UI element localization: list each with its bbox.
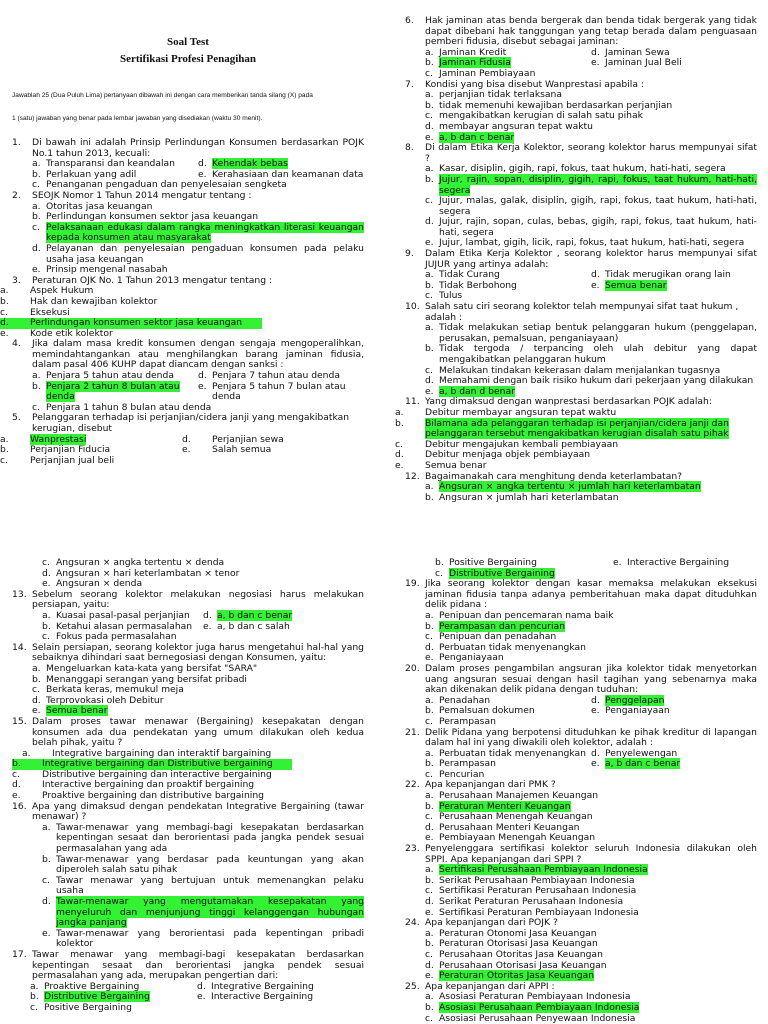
page-2-left-column: c. Angsuran × angka tertentu × denda d. Angsuran × hari keterlambatan × tenor e. Angsuran × denda 13. Sebelum seorang kolektor melakukan negosiasi harus melakukan persiapan, yaitu: a. Kuasai pasal-pasal perjanjian d. a, b dan c benar b. Ketahui alasan permasalahan e. a, b dan c salah c. Fokus pada permasalahan 14. Selain persiapan, seorang kolektor juga harus mengetahui hal-hal yang sebaiknya dihindari saat bernegosiasi dengan Konsumen, yaitu: a. Mengeluarkan kata-kata yang bersifat "SARA" b. Menanggapi serangan yang bersifat pribadi c. Berkata keras, memukul meja d. Terprovokasi oleh Debitur e. Semua benar 15. Dalam proses tawar menawar (Bergaining) kesepakatan dengan konsumen ada dua pendekatan yang umum dilakukan oleh kedua belah pihak, yaitu ? a. Integrative bargaining dan interaktif bargaining b. Integrative bergaining dan Distributive bergaining c. Distributive bergaining dan interactive bergaining d. Interactive bergaining dan proaktif bergaining e. Proaktive bergaining dan distributive bargaining 16. Apa yang dimaksud dengan pendekatan Integrative Bergaining (tawar menawar) ? a. Tawar-menawar yang membagi-bagi kesepakatan berdasarkan kepentingan sesaat dan berorientasi pada jangka pendek sesuai permasalahan yang ada b. Tawar-menawar yang berdasar pada keuntungan yang akan diperoleh salah satu pihak c. Tawar menawar yang bertujuan untuk memenangkan pelaku usaha d. Tawar-menawar yang mengutamakan kesepakatan yang menyeluruh dan menjunjung tinggi kelanggengan hubungan jangka panjang e. Tawar-menawar yang berorientasi pada kepentingan pribadi kolektor 17. Tawar menawar yang membagi-bagi kesepakatan berdasarkan kepentingan sesaat dan berorientasi jangka pendek sesuai permasalahan yang ada, merupakan pengertian dari: a. Proaktive Bergaining d. Integrative Bergaining b. Distributive Bergaining e. Interactive Bergaining c. Positive Bergaining [12,557,364,1013]
page-1-right-column: 6. Hak jaminan atas benda bergerak dan benda tidak bergerak yang tidak dapat dibebani hak tanggungan yang tetap berada dalam penguasaan pemberi fidusia, disebut sebagai jaminan: a. Jaminan Kredit d. Jaminan Sewa b. Jaminan Fidusia e. Jaminan Jual Beli c. Jaminan Pembiayaan 7. Kondisi yang bisa disebut Wanprestasi apabila : a. perjanjian tidak terlaksana b. tidak memenuhi kewajiban berdasarkan perjanjian c. mengakibatkan kerugian di salah satu pihak d. membayar angsuran tepat waktu e. a, b dan c benar 8. Di dalam Etika Kerja Kolektor, seorang kolektor harus mempunyai sifat ? a. Kasar, disiplin, gigih, rapi, fokus, taat hukum, hati-hati, segera b. Jujur, rajin, sopan, disiplin, gigih, rapi, fokus, taat hukum, hati-hati, segera c. Jujur, malas, galak, disiplin, gigih, rapi, fokus, taat hukum, hati-hati, segera d. Jujur, rajin, sopan, culas, bebas, gigih, rapi, fokus, taat hukum, hati-hati, segera e. Jujur, lambat, gigih, licik, rapi, fokus, taat hukum, hati-hati, segera 9. Dalam Etika Kerja Kolektor , seorang kolektor harus mempunyai sifat JUJUR yang artinya adalah: a. Tidak Curang d. Tidak merugikan orang lain b. Tidak Berbohong e. Semua benar c. Tulus 10. Salah satu ciri seorang kolektor telah mempunyai sifat taat hukum , adalah : a. Tidak melakukan setiap bentuk pelanggaran hukum (penggelapan, perusakan, pemalsuan, penganiayaan) b. Tidak tergoda / terpancing oleh ulah debitur yang dapat mengakibatkan pelanggaran hukum c. Melakukan tindakan kekerasan dalam menjalankan tugasnya d. Memahami dengan baik risiko hukum dari pekerjaan yang dilakukan e. a, b dan d benar 11. Yang dimaksud dengan wanprestasi berdasarkan POJK adalah: a. Debitur membayar angsuran tepat waktu b. Bilamana ada pelanggaran terhadap isi perjanjian/cidera janji dan pelanggaran tersebut mengakibatkan kerugian disalah satu pihak c. Debitur mengajukan kembali pembiayaan d. Debitur menjaga objek pembiayaan e. Semua benar 12. Bagaimanakah cara menghitung denda keterlambatan? a. Angsuran × angka tertentu × jumlah hari keterlambatan b. Angsuran × jumlah hari keterlambatan [395,15,757,503]
q12-option-e: Angsuran × denda [56,578,143,590]
q18-option-e: Interactive Bergaining [627,557,730,568]
q19-option-b-answer: Perampasan dan pencurian [439,620,566,632]
q6-option-d: Jaminan Sewa [605,46,670,58]
question-19: 19. Jika seorang kolektor dengan kasar memaksa melakukan eksekusi jaminan fidusia tanpa adanya pemberitahuan maka dapat dituduhkan delik pidana : [405,578,757,611]
page-2-right-column: b. Positive Bergaining e. Interactive Bergaining c. Distributive Bergaining 19. Jika seorang kolektor dengan kasar memaksa melakukan eksekusi jaminan fidusia tanpa adanya pemberitahuan maka dapat dituduhkan delik pidana : a. Penipuan dan pencemaran nama baik b. Perampasan dan pencurian c. Penipuan dan penadahan d. Perbuatan tidak menyenangkan e. Penganiayaan 20. Dalam proses pengambilan angsuran jika kolektor tidak menyetorkan uang angsuran sesuai dengan hasil tagihan yang sebenarnya maka akan dikenakan delik pidana dengan tuduhan: a. Penadahan d. Penggelapan b. Pemalsuan dokumen e. Penganiayaan c. Perampasan 21. Delik Pidana yang berpotensi dituduhkan ke pihak kreditur di lapangan dalam hal ini yang diwakili oleh kolektor, adalah : a. Perbuatan tidak menyenangkan d. Penyelewengan b. Perampasan e. a, b dan c benar c. Pencurian 22. Apa kepanjangan dari PMK ? a. Perusahaan Manajemen Keuangan b. Peraturan Menteri Keuangan c. Perusahaan Menengah Keuangan d. Perusahaan Menteri Keuangan e. Pembiayaan Menengah Keuangan 23. Penyelenggara sertifikasi kolektor seluruh Indonesia dilakukan oleh SPPI. Apa kepanjangan dari SPPI ? a. Sertifikasi Perusahaan Pembiayaan Indonesia b. Serikat Perusahaan Pembiayaan Indonesia c. Sertifikasi Peraturan Perusahaan Indonesia d. Serikat Peraturan Perusahaan Indonesia e. Sertifikasi Peraturan Pembiayaan Indonesia 24. Apa kepanjangan dari POJK ? a. Peraturan Otonomi Jasa Keuangan b. Peraturan Otorisasi Jasa Keuangan c. Perusahaan Otoritas Jasa Keuangan d. Perusahaan Otorisasi Jasa Keuangan e. Peraturan Otoritas Jasa Keuangan 25. Apa kepanjangan dari APPI : a. Asosiasi Peraturan Pembiayaan Indonesia b. Asosiasi Perusahaan Pembiayaan Indonesia c. Asosiasi Perusahaan Penyewaan Indonesia [405,557,757,1024]
question-1: 1. Di bawah ini adalah Prinsip Perlindungan Konsumen berdasarkan POJK No.1 tahun 2013, kecuali: [12,137,364,159]
q24-option-c: Perusahaan Otoritas Jasa Keuangan [439,948,603,960]
q10-option-e-answer: a, b dan d benar [439,385,515,397]
question-10: 10. Salah satu ciri seorang kolektor telah mempunyai sifat taat hukum , adalah : [405,301,739,323]
q12-option-b: Angsuran × jumlah hari keterlambatan [439,491,619,503]
q10-option-d: Memahami dengan baik risiko hukum dari pekerjaan yang dilakukan [439,375,754,387]
q8-option-c: Jujur, malas, galak, disiplin, gigih, rapi, fokus, taat hukum, hati-hati, segera [439,195,757,217]
q6-option-b-answer: Jaminan Fidusia [439,57,511,69]
q14-option-c: Berkata keras, memukul meja [46,684,184,696]
q5-option-c: Perjanjian jual beli [30,454,115,466]
question-22: 22. Apa kepanjangan dari PMK ? [405,779,556,791]
instruction-line-1: Jawablah 25 (Dua Puluh Lima) pertanyaan dibawah ini dengan cara memberikan tanda silang (X) pada [12,92,313,99]
q25-option-c: Asosiasi Perusahaan Penyewaan Indonesia [439,1012,636,1024]
q10-option-a: Tidak melakukan setiap bentuk pelanggaran hukum (penggelapan, perusakan, pemalsuan, penganiayaan) [439,322,757,344]
q14-option-d: Terprovokasi oleh Debitur [46,694,164,706]
q3-option-e: Kode etik kolektor [30,327,113,339]
question-24: 24. Apa kepanjangan dari POJK ? [405,917,558,929]
q4-option-a: Penjara 5 tahun atau denda [46,370,174,382]
q8-option-a: Kasar, disiplin, gigih, rapi, fokus, taat hukum, hati-hati, segera [439,163,726,175]
question-20: 20. Dalam proses pengambilan angsuran jika kolektor tidak menyetorkan uang angsuran sesuai dengan hasil tagihan yang sebenarnya maka akan dikenakan delik pidana dengan tuduhan: [405,662,757,696]
q19-option-c: Penipuan dan penadahan [439,631,557,643]
q19-option-e: Penganiayaan [439,652,504,664]
q11-option-b-answer: Bilamana ada pelanggaran terhadap isi perjanjian/cidera janji dan pelanggaran tersebut mengakibatkan kerugian disalah satu pihak [425,417,729,440]
q23-option-c: Sertifikasi Peraturan Perusahaan Indonesia [439,885,637,897]
q22-option-b-answer: Peraturan Menteri Keuangan [439,800,571,812]
q1-option-d-answer: Kehendak bebas [212,158,288,170]
q3-option-c: Eksekusi [30,306,70,318]
question-9: 9. Dalam Etika Kerja Kolektor , seorang kolektor harus mempunyai sifat JUJUR yang artinya adalah: [405,248,757,270]
q3-option-d-answer: Perlindungan konsumen sektor jasa keuangan [30,317,243,329]
page-2 [0,512,768,1024]
q24-option-a: Peraturan Otonomi Jasa Keuangan [439,927,597,939]
q24-option-b: Peraturan Otorisasi Jasa Keuangan [439,938,598,950]
q1-option-a: Transparansi dan keandalan [46,158,175,170]
q12-option-d: Angsuran × hari keterlambatan × tenor [56,567,240,579]
q8-option-e: Jujur, lambat, gigih, licik, rapi, fokus, taat hukum, hati-hati, segera [439,237,745,249]
instruction-line-2: 1 (satu) jawaban yang benar pada lembar jawaban yang disediakan (waktu 30 menit). [12,115,263,122]
q22-option-e: Pembiayaan Menengah Keuangan [439,832,596,844]
q7-option-d: membayar angsuran tepat waktu [439,120,593,132]
question-13: 13. Sebelum seorang kolektor melakukan negosiasi harus melakukan persiapan, yaitu: [12,588,364,611]
q17-option-d: Integrative Bergaining [211,980,314,992]
q20-option-b: Pemalsuan dokumen [439,705,535,717]
question-12: 12. Bagaimanakah cara menghitung denda keterlambatan? [405,470,683,482]
q7-option-c: mengakibatkan kerugian di salah satu pihak [439,110,643,122]
q17-option-b-answer: Distributive Bergaining [44,991,150,1003]
q24-option-e-answer: Peraturan Otoritas Jasa Keuangan [439,970,595,982]
q6-option-a: Jaminan Kredit [439,46,507,58]
q3-option-a: Aspek Hukum [30,285,94,297]
q16-option-d-answer: Tawar-menawar yang mengutamakan kesepakatan yang menyeluruh dan menjunjung tinggi kelanggengan hubungan jangka panjang [56,896,364,929]
q1-option-b: Perlakuan yang adil [46,168,137,180]
q21-option-b: Perampasan [439,758,496,770]
q15-option-d: Interactive bergaining dan proaktif bergaining [42,779,255,791]
q6-option-e: Jaminan Jual Beli [605,57,682,69]
q5-option-e: Salah semua [212,444,272,456]
q4-option-b-answer: Penjara 2 tahun 8 bulan atau denda [46,380,180,403]
question-6: 6. Hak jaminan atas benda bergerak dan benda tidak bergerak yang tidak dapat dibebani hak tanggungan yang tetap berada dalam penguasaan pemberi fidusia, disebut sebagai jaminan: [405,15,757,48]
doc-title: Soal Test [167,36,209,48]
q9-option-b: Tidak Berbohong [439,279,517,291]
q14-option-e-answer: Semua benar [46,705,108,717]
q7-option-a: perjanjian tidak terlaksana [439,89,563,101]
question-14: 14. Selain persiapan, seorang kolektor juga harus mengetahui hal-hal yang sebaiknya dihindari saat bernegosiasi dengan Konsumen, yaitu: [12,641,364,664]
q19-option-d: Perbuatan tidak menyenangkan [439,641,586,653]
q9-option-d: Tidak merugikan orang lain [605,269,731,281]
q12-option-a-answer: Angsuran × angka tertentu × jumlah hari keterlambatan [439,481,701,493]
q5-option-a-answer: Wanprestasi [30,433,87,445]
q2-option-a: Otoritas jasa keuangan [46,200,153,212]
q23-option-d: Serikat Peraturan Perusahaan Indonesia [439,896,624,907]
q12-option-c: Angsuran × angka tertentu × denda [56,557,225,568]
q2-option-c-answer: Pelaksanaan edukasi dalam rangka meningkatkan literasi keuangan kepada konsumen atau masyarakat [46,221,364,244]
q14-option-b: Menanggapi serangan yang bersifat pribadi [46,673,247,685]
q15-option-c: Distributive bergaining dan interactive bergaining [42,768,272,780]
q16-option-c: Tawar menawar yang bertujuan untuk memenangkan pelaku usaha [56,874,364,897]
q20-option-e: Penganiayaan [605,705,670,717]
question-11: 11. Yang dimaksud dengan wanprestasi berdasarkan POJK adalah: [405,396,712,408]
q20-option-a: Penadahan [439,694,491,706]
q16-option-e: Tawar-menawar yang berorientasi pada kepentingan pribadi kolektor [56,927,364,950]
q17-option-e: Interactive Bergaining [211,991,314,1003]
question-2: 2. SEOJK Nomor 1 Tahun 2014 mengatur tentang : [12,189,252,201]
q13-option-a: Kuasai pasal-pasal perjanjian [56,609,190,621]
q3-option-b: Hak dan kewajiban kolektor [30,295,158,307]
q10-option-b: Tidak tergoda / terpancing oleh ulah debitur yang dapat mengakibatkan pelanggaran hukum [439,343,757,365]
q20-option-d-answer: Penggelapan [605,694,665,706]
q21-option-c: Pencurian [439,768,485,780]
q2-option-b: Perlindungan konsumen sektor jasa keuangan [46,211,259,223]
q7-option-b: tidak memenuhi kewajiban berdasarkan perjanjian [439,99,673,111]
q13-option-d-answer: a, b dan c benar [217,609,293,621]
q8-option-d: Jujur, rajin, sopan, culas, bebas, gigih, rapi, fokus, taat hukum, hati-hati, segera [439,216,757,238]
q18-option-b: Positive Bergaining [449,557,537,568]
q11-option-d: Debitur menjaga objek pembiayaan [425,449,591,461]
q17-option-a: Proaktive Bergaining [44,980,140,992]
q15-option-a: Integrative bargaining dan interaktif bargaining [52,747,272,759]
page-1-left-column: Soal Test Sertifikasi Profesi Penagihan Jawablah 25 (Dua Puluh Lima) pertanyaan dibawah ini dengan cara memberikan tanda silang (X) pada 1 (satu) jawaban yang benar pada lembar jawaban yang disediakan (waktu 30 menit). 1. Di bawah ini adalah Prinsip Perlindungan Konsumen berdasarkan POJK No.1 tahun 2013, kecuali: a. Transparansi dan keandalan d. Kehendak bebas b. Perlakuan yang adil e. Kerahasiaan dan keamanan data c. Penanganan pengaduan dan penyelesaian sengketa 2. SEOJK Nomor 1 Tahun 2014 mengatur tentang : a. Otoritas jasa keuangan b. Perlindungan konsumen sektor jasa keuangan c. Pelaksanaan edukasi dalam rangka meningkatkan literasi keuangan kepada konsumen atau masyarakat d. Pelayanan dan penyelesaian pengaduan konsumen pada pelaku usaha jasa keuangan e. Prinsip mengenal nasabah 3. Peraturan OJK No. 1 Tahun 2013 mengatur tentang : a. Aspek Hukum b. Hak dan kewajiban kolektor c. Eksekusi d. Perlindungan konsumen sektor jasa keuangan e. Kode etik kolektor 4. Jika dalam masa kredit konsumen dengan sengaja mengoperalihkan, memindahtangankan atau menghilangkan barang jaminan fidusia, dalam pasal 406 KUHP dapat diancam dengan sanksi : a. Penjara 5 tahun atau denda d. Penjara 7 tahun atau denda b. Penjara 2 tahun 8 bulan atau denda e. Penjara 5 tahun 7 bulan atau denda c. Penjara 1 tahun 8 bulan atau denda 5. Pelanggaran terhadap isi perjanjian/cidera janji yang mengakibatkan kerugian, disebut a. Wanprestasi d. Perjanjian sewa b. Perjanjian Fiducia e. Salah semua c. Perjanjian jual beli [0,36,364,466]
doc-subtitle: Sertifikasi Profesi Penagihan [119,53,257,65]
q2-option-d: Pelayanan dan penyelesaian pengaduan konsumen pada pelaku usaha jasa keuangan [46,242,364,265]
q23-option-a-answer: Sertifikasi Perusahaan Pembiayaan Indonesia [439,864,648,876]
q21-option-a: Perbuatan tidak menyenangkan [439,747,586,759]
q4-option-c: Penjara 1 tahun 8 bulan atau denda [46,401,212,413]
question-15: 15. Dalam proses tawar menawar (Bergaining) kesepakatan dengan konsumen ada dua pendekatan yang umum dilakukan oleh kedua belah pihak, yaitu ? [12,715,364,749]
question-16: 16. Apa yang dimaksud dengan pendekatan Integrative Bergaining (tawar menawar) ? [12,800,364,823]
q24-option-d: Perusahaan Otorisasi Jasa Keuangan [439,959,607,971]
q17-option-c: Positive Bergaining [44,1001,132,1013]
q10-option-c: Melakukan tindakan kekerasan dalam menjalankan tugasnya [439,364,721,376]
q15-option-e: Proaktive bergaining dan distributive bargaining [42,790,265,802]
q21-option-e-answer: a, b dan c benar [605,758,681,770]
q25-option-a: Asosiasi Peraturan Pembiayaan Indonesia [439,991,631,1003]
q15-option-b-answer: Integrative bergaining dan Distributive bergaining [42,758,273,770]
question-8: 8. Di dalam Etika Kerja Kolektor, seorang kolektor harus mempunyai sifat ? [405,142,757,164]
q2-option-e: Prinsip mengenal nasabah [46,264,168,276]
q23-option-b: Serikat Perusahaan Pembiayaan Indonesia [439,874,635,886]
question-5: 5. Pelanggaran terhadap isi perjanjian/cidera janji yang mengakibatkan kerugian, disebut [12,412,350,435]
question-21: 21. Delik Pidana yang berpotensi dituduhkan ke pihak kreditur di lapangan dalam hal ini yang diwakili oleh kolektor, adalah : [405,726,757,749]
question-23: 23. Penyelenggara sertifikasi kolektor seluruh Indonesia dilakukan oleh SPPI. Apa kepanjangan dari SPPI ? [405,843,757,865]
q13-option-c: Fokus pada permasalahan [56,631,177,643]
question-7: 7. Kondisi yang bisa disebut Wanprestasi apabila : [405,78,644,90]
q25-option-b-answer: Asosiasi Perusahaan Pembiayaan Indonesia [439,1001,640,1013]
q13-option-e: a, b dan c salah [217,620,290,632]
q6-option-c: Jaminan Pembiayaan [439,67,536,79]
q21-option-d: Penyelewengan [605,747,678,759]
q11-option-c: Debitur mengajukan kembali pembiayaan [425,438,619,450]
q1-option-e: Kerahasiaan dan keamanan data [212,168,364,180]
q5-option-d: Perjanjian sewa [212,433,284,445]
q9-option-c: Tulus [439,290,463,302]
question-3: 3. Peraturan OJK No. 1 Tahun 2013 mengatur tentang : [12,274,273,286]
q19-option-a: Penipuan dan pencemaran nama baik [439,609,614,621]
q9-option-a: Tidak Curang [439,269,500,281]
q20-option-c: Perampasan [439,715,496,727]
q4-option-d: Penjara 7 tahun atau denda [212,370,340,382]
question-4: 4. Jika dalam masa kredit konsumen dengan sengaja mengoperalihkan, memindahtangankan atau menghilangkan barang jaminan fidusia, dalam pasal 406 KUHP dapat diancam dengan sanksi : [12,338,364,371]
q14-option-a: Mengeluarkan kata-kata yang bersifat "SARA" [46,662,258,674]
q22-option-a: Perusahaan Manajemen Keuangan [439,790,599,802]
q5-option-b: Perjanjian Fiducia [30,444,111,456]
q13-option-b: Ketahui alasan permasalahan [56,620,193,632]
question-17: 17. Tawar menawar yang membagi-bagi kesepakatan berdasarkan kepentingan sesaat dan berorientasi jangka pendek sesuai permasalahan yang ada, merupakan pengertian dari: [12,948,364,982]
q23-option-e: Sertifikasi Peraturan Pembiayaan Indonesia [439,906,639,918]
q9-option-e-answer: Semua benar [605,279,667,291]
q7-option-e-answer: a, b dan c benar [439,131,515,143]
q11-option-e: Semua benar [425,459,487,471]
q1-option-c: Penanganan pengaduan dan penyelesaian sengketa [46,179,287,191]
q16-option-b: Tawar-menawar yang berdasar pada keuntungan yang akan diperoleh salah satu pihak [56,853,364,876]
q22-option-c: Perusahaan Menengah Keuangan [439,811,593,823]
q11-option-a: Debitur membayar angsuran tepat waktu [425,406,617,418]
question-25: 25. Apa kepanjangan dari APPI : [405,980,555,992]
q22-option-d: Perusahaan Menteri Keuangan [439,821,580,833]
q4-option-e: Penjara 5 tahun 7 bulan atau denda [212,380,346,403]
q8-option-b-answer: Jujur, rajin, sopan, disiplin, gigih, rapi, fokus, taat hukum, hati-hati, segera [439,173,757,196]
q18-option-c-answer: Distributive Bergaining [449,567,555,579]
q16-option-a: Tawar-menawar yang membagi-bagi kesepakatan berdasarkan kepentingan sesaat dan berorientasi pada jangka pendek sesuai permasalahan yang ada [56,821,364,855]
